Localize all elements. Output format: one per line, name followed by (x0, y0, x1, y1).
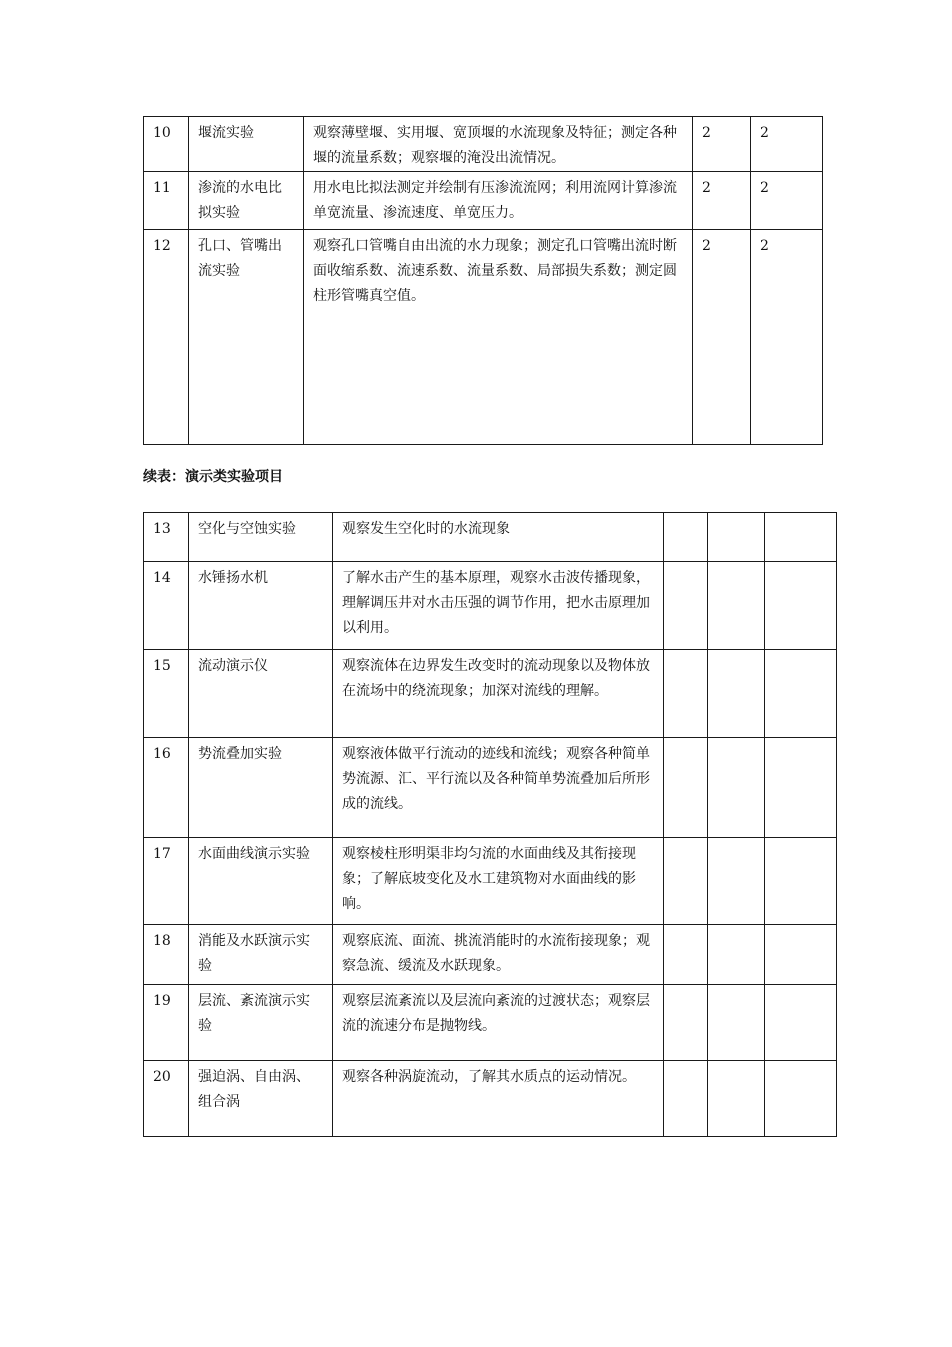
row-number: 20 (144, 1061, 189, 1137)
row-number: 12 (144, 230, 189, 445)
experiment-table-basic (143, 116, 823, 445)
empty-cell (708, 650, 765, 738)
experiment-name: 空化与空蚀实验 (189, 513, 333, 562)
empty-cell (664, 513, 708, 562)
experiment-name: 强迫涡、自由涡、组合涡 (189, 1061, 333, 1137)
experiment-name: 流动演示仪 (189, 650, 333, 738)
empty-cell (708, 838, 765, 925)
hours-cell: 2 (693, 117, 751, 172)
table-row (144, 985, 837, 1061)
empty-cell (765, 513, 837, 562)
table-row (144, 230, 823, 445)
experiment-name: 水锤扬水机 (189, 562, 333, 650)
experiment-description: 了解水击产生的基本原理，观察水击波传播现象，理解调压井对水击压强的调节作用，把水击原理加以利用。 (333, 562, 664, 650)
empty-cell (708, 925, 765, 985)
row-number: 16 (144, 738, 189, 838)
hours-cell: 2 (751, 230, 823, 445)
hours-cell: 2 (751, 117, 823, 172)
table-row (144, 1061, 837, 1137)
empty-cell (664, 738, 708, 838)
experiment-description: 观察薄壁堰、实用堰、宽顶堰的水流现象及特征；测定各种堰的流量系数；观察堰的淹没出流情况。 (304, 117, 693, 172)
experiment-name: 堰流实验 (189, 117, 304, 172)
experiment-table-demo (143, 512, 837, 1137)
experiment-description: 观察层流紊流以及层流向紊流的过渡状态；观察层流的流速分布是抛物线。 (333, 985, 664, 1061)
experiment-name: 消能及水跃演示实验 (189, 925, 333, 985)
row-number: 18 (144, 925, 189, 985)
experiment-name: 渗流的水电比拟实验 (189, 172, 304, 230)
table-row (144, 738, 837, 838)
experiment-description: 观察孔口管嘴自由出流的水力现象；测定孔口管嘴出流时断面收缩系数、流速系数、流量系数、局部损失系数；测定圆柱形管嘴真空值。 (304, 230, 693, 445)
empty-cell (765, 562, 837, 650)
experiment-name: 层流、紊流演示实验 (189, 985, 333, 1061)
empty-cell (765, 925, 837, 985)
empty-cell (664, 1061, 708, 1137)
experiment-description: 观察流体在边界发生改变时的流动现象以及物体放在流场中的绕流现象；加深对流线的理解。 (333, 650, 664, 738)
experiment-description: 观察底流、面流、挑流消能时的水流衔接现象；观察急流、缓流及水跃现象。 (333, 925, 664, 985)
row-number: 15 (144, 650, 189, 738)
experiment-description: 观察液体做平行流动的迹线和流线；观察各种简单势流源、汇、平行流以及各种简单势流叠加后所形成的流线。 (333, 738, 664, 838)
hours-cell: 2 (693, 230, 751, 445)
table-row (144, 838, 837, 925)
table-row (144, 650, 837, 738)
row-number: 17 (144, 838, 189, 925)
empty-cell (765, 738, 837, 838)
row-number: 13 (144, 513, 189, 562)
row-number: 19 (144, 985, 189, 1061)
table-row (144, 513, 837, 562)
empty-cell (708, 562, 765, 650)
experiment-description: 观察发生空化时的水流现象 (333, 513, 664, 562)
table-row (144, 925, 837, 985)
empty-cell (664, 838, 708, 925)
table-row (144, 562, 837, 650)
empty-cell (664, 562, 708, 650)
table-caption: 续表：演示类实验项目 (143, 469, 283, 485)
empty-cell (708, 738, 765, 838)
empty-cell (708, 985, 765, 1061)
experiment-name: 水面曲线演示实验 (189, 838, 333, 925)
empty-cell (708, 1061, 765, 1137)
table-row (144, 172, 823, 230)
experiment-name: 势流叠加实验 (189, 738, 333, 838)
table-row (144, 117, 823, 172)
empty-cell (765, 650, 837, 738)
hours-cell: 2 (693, 172, 751, 230)
experiment-name: 孔口、管嘴出流实验 (189, 230, 304, 445)
empty-cell (664, 985, 708, 1061)
empty-cell (765, 838, 837, 925)
row-number: 14 (144, 562, 189, 650)
empty-cell (708, 513, 765, 562)
row-number: 11 (144, 172, 189, 230)
empty-cell (765, 1061, 837, 1137)
hours-cell: 2 (751, 172, 823, 230)
empty-cell (765, 985, 837, 1061)
empty-cell (664, 650, 708, 738)
experiment-description: 用水电比拟法测定并绘制有压渗流流网；利用流网计算渗流单宽流量、渗流速度、单宽压力。 (304, 172, 693, 230)
empty-cell (664, 925, 708, 985)
experiment-description: 观察棱柱形明渠非均匀流的水面曲线及其衔接现象；了解底坡变化及水工建筑物对水面曲线的影响。 (333, 838, 664, 925)
row-number: 10 (144, 117, 189, 172)
experiment-description: 观察各种涡旋流动，了解其水质点的运动情况。 (333, 1061, 664, 1137)
